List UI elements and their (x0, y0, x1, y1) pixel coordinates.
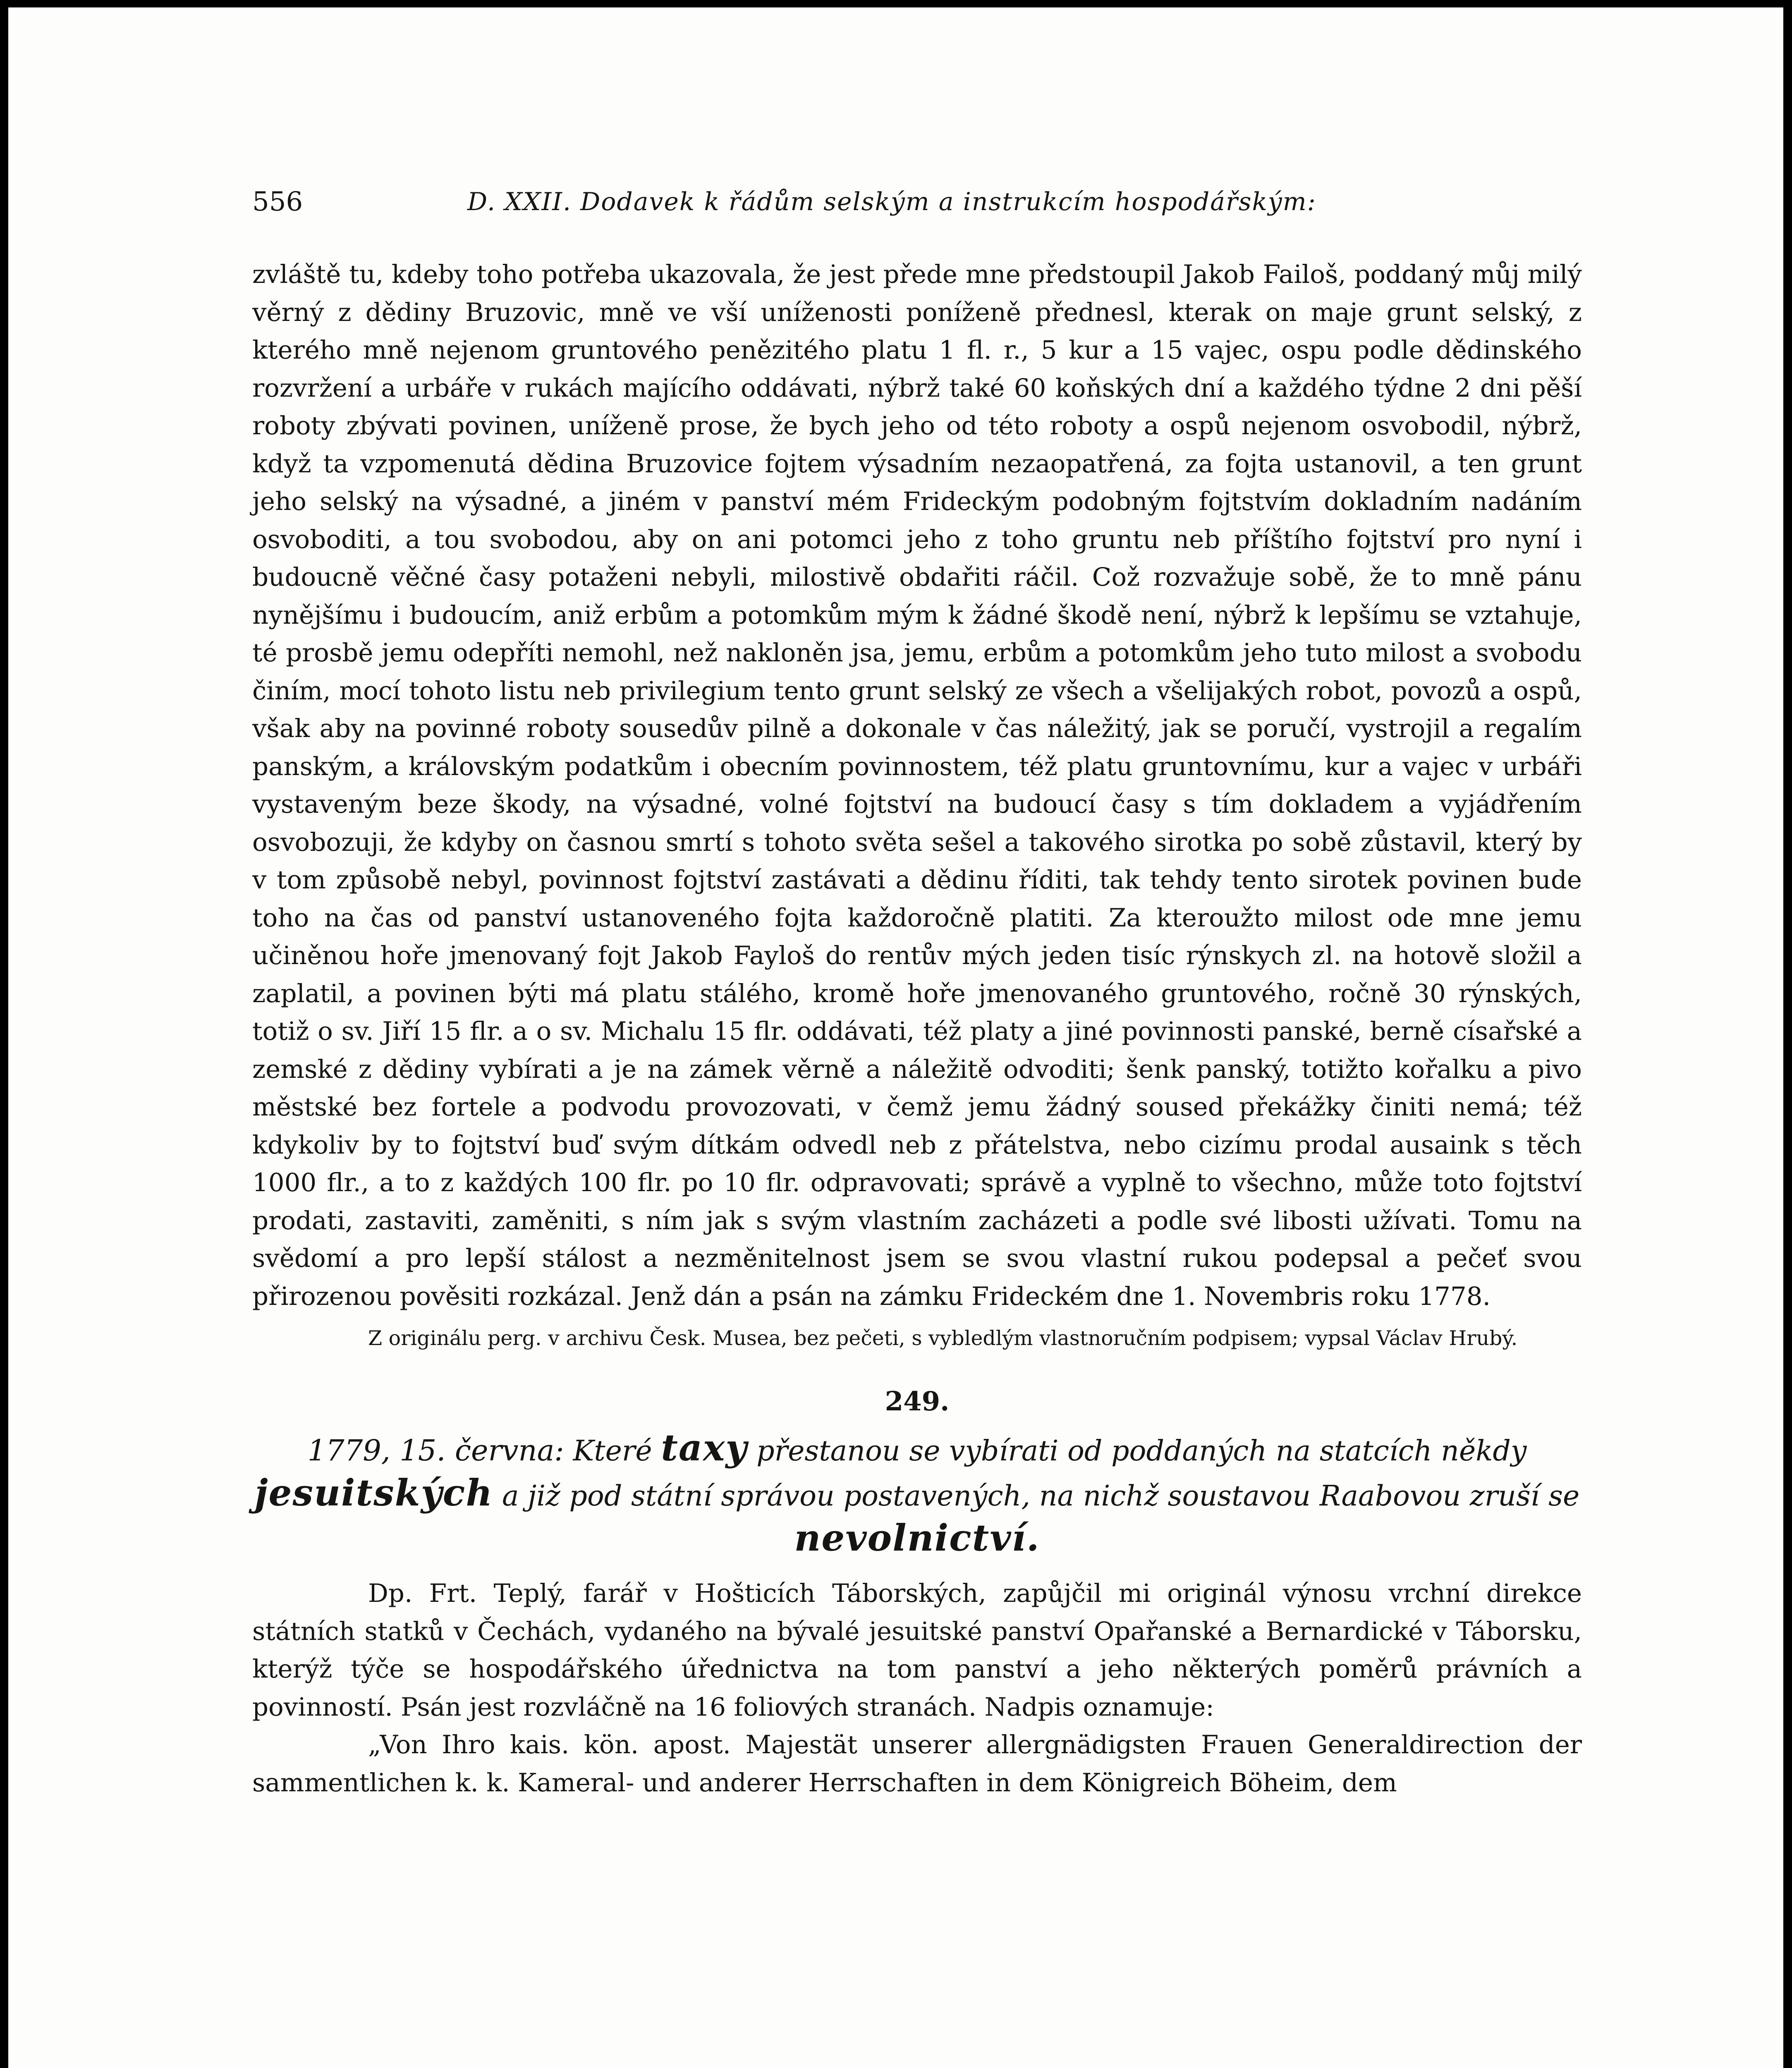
document-date: 1779, 15. června: (307, 1434, 564, 1467)
source-note: Z originálu perg. v archivu Česk. Musea, bez pečeti, s vybledlým vlastnoručním podpisem; vypsal Václav Hrubý. (368, 1326, 1518, 1350)
title-emph-nevolnictvi: nevolnictví. (794, 1516, 1040, 1559)
title-part-2: přestanou se vybírati od poddaných na statcích někdy (756, 1435, 1527, 1467)
title-part-1: Které (573, 1435, 652, 1467)
page-content (252, 185, 1582, 1802)
title-part-3: a již pod státní správou postavených, na nichž soustavou Raabovou zruší se (502, 1480, 1580, 1513)
document-page (8, 7, 1783, 2068)
document-title (252, 1427, 1582, 1562)
title-emph-taxy: taxy (661, 1426, 748, 1469)
main-paragraph: zvláště tu, kdeby toho potřeba ukazovala, že jest přede mne předstoupil Jakob Failoš, poddaný můj milý věrný z dědiny Bruzovic, mně ve vší uníženosti poníženě přednesl, kterak on maje grunt selský, z kterého mně nejenom gruntového penězitého platu 1 fl. r., 5 kur a 15 vajec, ospu podle dědinského rozvržení a urbáře v rukách majícího oddávati, nýbrž také 60 koňských dní a každého týdne 2 dni pěší roboty zbývati povinen, uníženě prose, že bych jeho od této roboty a ospů nejenom osvobodil, nýbrž, když ta vzpomenutá dědina Bruzovice fojtem výsadním nezaopatřená, za fojta ustanovil, a ten grunt jeho selský na výsadné, a jiném v panství mém Frideckým podobným fojtstvím dokladním nadáním osvoboditi, a tou svobodou, aby on ani potomci jeho z toho gruntu neb příštího fojtství pro nyní i budoucně věčné časy potaženi nebyli, milostivě obdařiti ráčil. Což rozvažuje sobě, že to mně pánu nynějšímu i budoucím, aniž erbům a potomkům mým k žádné škodě není, nýbrž k lepšímu se vztahuje, té prosbě jemu odepříti nemohl, než nakloněn jsa, jemu, erbům a potomkům jeho tuto milost a svobodu činím, mocí tohoto listu neb privilegium tento grunt selský ze všech a všelijakých robot, povozů a ospů, však aby na povinné roboty sousedův pilně a dokonale v čas náležitý, jak se poručí, vystrojil a regalím panským, a královským podatkům i obecním povinnostem, též platu gruntovnímu, kur a vajec v urbáři vystaveným beze škody, na výsadné, volné fojtství na budoucí časy s tím dokladem a vyjádřením osvobozuji, že kdyby on časnou smrtí s tohoto světa sešel a takového sirotka po sobě zůstavil, který by v tom způsobě nebyl, povinnost fojtství zastávati a dědinu říditi, tak tehdy tento sirotek povinen bude toho na čas od panství ustanoveného fojta každoročně platiti. Za kteroužto milost ode mne jemu učiněnou hoře jmenovaný fojt Jakob Fayloš do rentův mých jeden tisíc rýnskych zl. na hotově složil a zaplatil, a povinen býti má platu stálého, kromě hoře jmenovaného gruntového, ročně 30 rýnských, totiž o sv. Jiří 15 flr. a o sv. Michalu 15 flr. oddávati, též platy a jiné povinnosti panské, berně císařské a zemské z dědiny vybírati a je na zámek věrně a náležitě odvoditi; šenk panský, totižto kořalku a pivo městské bez fortele a podvodu provozovati, v čemž jemu žádný soused překážky činiti nemá; též kdykoliv by to fojtství buď svým dítkám odvedl neb z přátelstva, nebo cizímu prodal ausaink s těch 1000 flr., a to z každých 100 flr. po 10 flr. odpravovati; správě a vyplně to všechno, může toto fojtství prodati, zastaviti, zaměniti, s ním jak s svým vlastním zacházeti a podle své libosti užívati. Tomu na svědomí a pro lepší stálost a nezměnitelnost jsem se svou vlastní rukou podepsal a pečeť svou přirozenou pověsiti rozkázal. Jenž dán a psán na zámku Frideckém dne 1. Novembris roku 1778. (252, 260, 1582, 1311)
title-emph-jesuitskych: jesuitských (254, 1471, 493, 1514)
running-head: D. XXII. Dodavek k řádům selským a instrukcím hospodářským: (467, 187, 1316, 216)
document-number: 249. (885, 1386, 950, 1417)
intro-paragraph: Dp. Frt. Teplý, farář v Hošticích Táborských, zapůjčil mi originál výnosu vrchní direkce státních statků v Čechách, vydaného na bývalé jesuitské panství Opařanské a Bernardické v Táborsku, kterýž týče se hospodářského úřednictva na tom panství a jeho některých poměrů právních a povinností. Psán jest rozvláčně na 16 foliových stranách. Nadpis oznamuje: (252, 1579, 1582, 1722)
page-header (252, 185, 1582, 231)
page-number: 556 (252, 187, 303, 217)
german-quote: „Von Ihro kais. kön. apost. Majestät unserer allergnädigsten Frauen Generaldirection der sammentlichen k. k. Kameral- und anderer Herrschaften in dem Königreich Böheim, dem (252, 1730, 1582, 1798)
